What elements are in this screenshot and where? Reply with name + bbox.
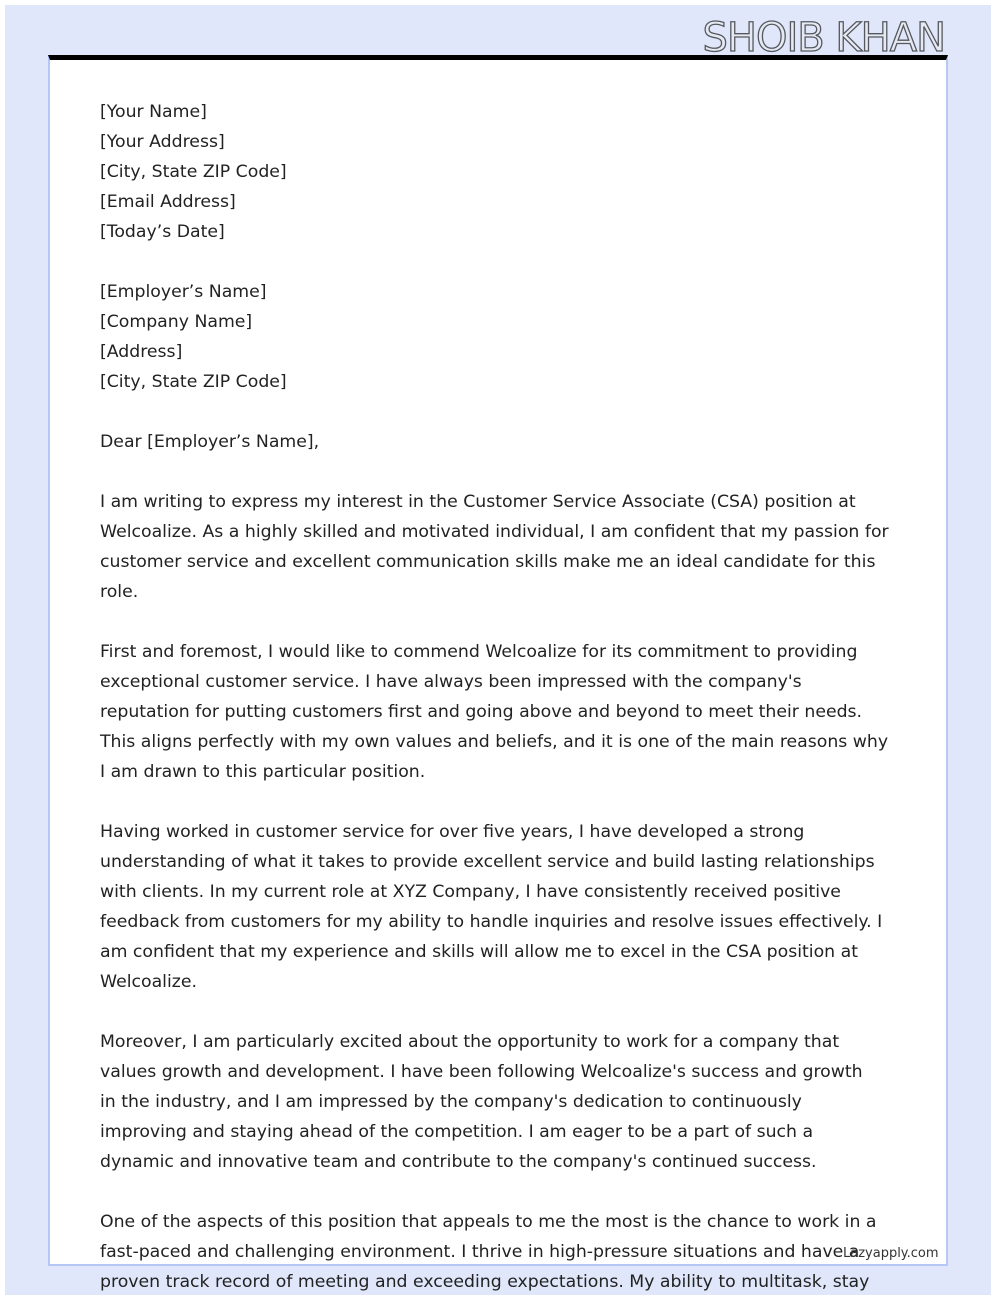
text-line: [Email Address] (100, 192, 236, 212)
text-line: First and foremost, I would like to commend Welcoalize for its commitment to providing (100, 642, 858, 662)
text-line: I am drawn to this particular position. (100, 762, 426, 782)
text-line: role. (100, 582, 139, 602)
paragraph (100, 637, 920, 787)
text-line: [City, State ZIP Code] (100, 372, 287, 392)
text-line: proven track record of meeting and exceeding expectations. My ability to multitask, stay (100, 1272, 870, 1292)
page-background (5, 5, 991, 1295)
sender-block (100, 97, 920, 247)
text-line: [Address] (100, 342, 183, 362)
watermark: Lazyapply.com (843, 1246, 939, 1261)
text-line: [Your Address] (100, 132, 225, 152)
text-line: [Your Name] (100, 102, 207, 122)
applicant-name: SHOIB KHAN (702, 15, 945, 61)
text-line: Welcoalize. As a highly skilled and motivated individual, I am confident that my passion for (100, 522, 889, 542)
paragraph (100, 817, 920, 997)
text-line: I am writing to express my interest in the Customer Service Associate (CSA) position at (100, 492, 856, 512)
text-line: This aligns perfectly with my own values and beliefs, and it is one of the main reasons why (100, 732, 889, 752)
text-line: reputation for putting customers first and going above and beyond to meet their needs. (100, 702, 863, 722)
salutation: Dear [Employer’s Name], (100, 432, 320, 452)
text-line: exceptional customer service. I have always been impressed with the company's (100, 672, 802, 692)
text-line: [Company Name] (100, 312, 253, 332)
text-line: Having worked in customer service for over five years, I have developed a strong (100, 822, 805, 842)
paragraph (100, 1207, 920, 1295)
text-line: Welcoalize. (100, 972, 197, 992)
text-line: understanding of what it takes to provide excellent service and build lasting relationships (100, 852, 875, 872)
text-line: with clients. In my current role at XYZ Company, I have consistently received positive (100, 882, 841, 902)
recipient-block (100, 277, 920, 397)
text-line: in the industry, and I am impressed by the company's dedication to continuously (100, 1092, 802, 1112)
text-line: [Employer’s Name] (100, 282, 267, 302)
text-line: dynamic and innovative team and contribute to the company's continued success. (100, 1152, 817, 1172)
text-line: feedback from customers for my ability to handle inquiries and resolve issues effectively. I (100, 912, 883, 932)
text-line: values growth and development. I have been following Welcoalize's success and growth (100, 1062, 863, 1082)
letter-body (100, 97, 920, 1295)
text-line: customer service and excellent communication skills make me an ideal candidate for this (100, 552, 876, 572)
paragraph (100, 487, 920, 607)
text-line: Moreover, I am particularly excited about the opportunity to work for a company that (100, 1032, 840, 1052)
letter-paragraphs (100, 487, 920, 1295)
text-line: One of the aspects of this position that appeals to me the most is the chance to work in a (100, 1212, 877, 1232)
text-line: [City, State ZIP Code] (100, 162, 287, 182)
text-line: [Today’s Date] (100, 222, 225, 242)
text-line: improving and staying ahead of the competition. I am eager to be a part of such a (100, 1122, 814, 1142)
paragraph (100, 1027, 920, 1177)
text-line: fast-paced and challenging environment. I thrive in high-pressure situations and have a (100, 1242, 860, 1262)
text-line: am confident that my experience and skills will allow me to excel in the CSA position at (100, 942, 858, 962)
